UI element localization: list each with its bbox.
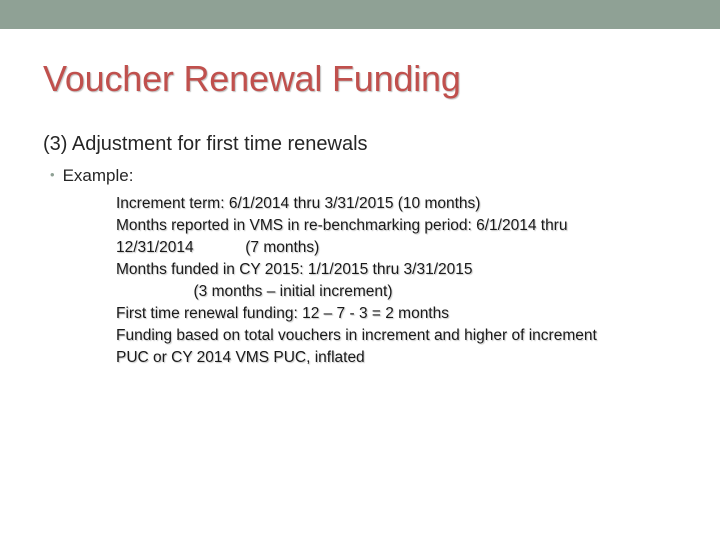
detail-line: (3 months – initial increment)	[116, 283, 393, 300]
detail-line: Months reported in VMS in re-benchmarking period: 6/1/2014 thru	[116, 217, 568, 234]
section-heading: (3) Adjustment for first time renewals	[43, 133, 368, 155]
detail-line: First time renewal funding: 12 – 7 - 3 = 2 months	[116, 305, 449, 322]
detail-line: Months funded in CY 2015: 1/1/2015 thru 3/31/2015	[116, 261, 473, 278]
detail-line: 12/31/2014 (7 months)	[116, 239, 320, 256]
example-details	[116, 193, 597, 369]
detail-line: Increment term: 6/1/2014 thru 3/31/2015 (10 months)	[116, 195, 481, 212]
top-decorative-band	[0, 0, 720, 29]
bullet-text: Example:	[62, 166, 134, 185]
detail-line: PUC or CY 2014 VMS PUC, inflated	[116, 349, 365, 366]
bullet-dot-icon: •	[50, 167, 55, 182]
detail-line: Funding based on total vouchers in increment and higher of increment	[116, 327, 597, 344]
bullet-item	[50, 166, 133, 186]
slide-title: Voucher Renewal Funding	[43, 58, 461, 99]
